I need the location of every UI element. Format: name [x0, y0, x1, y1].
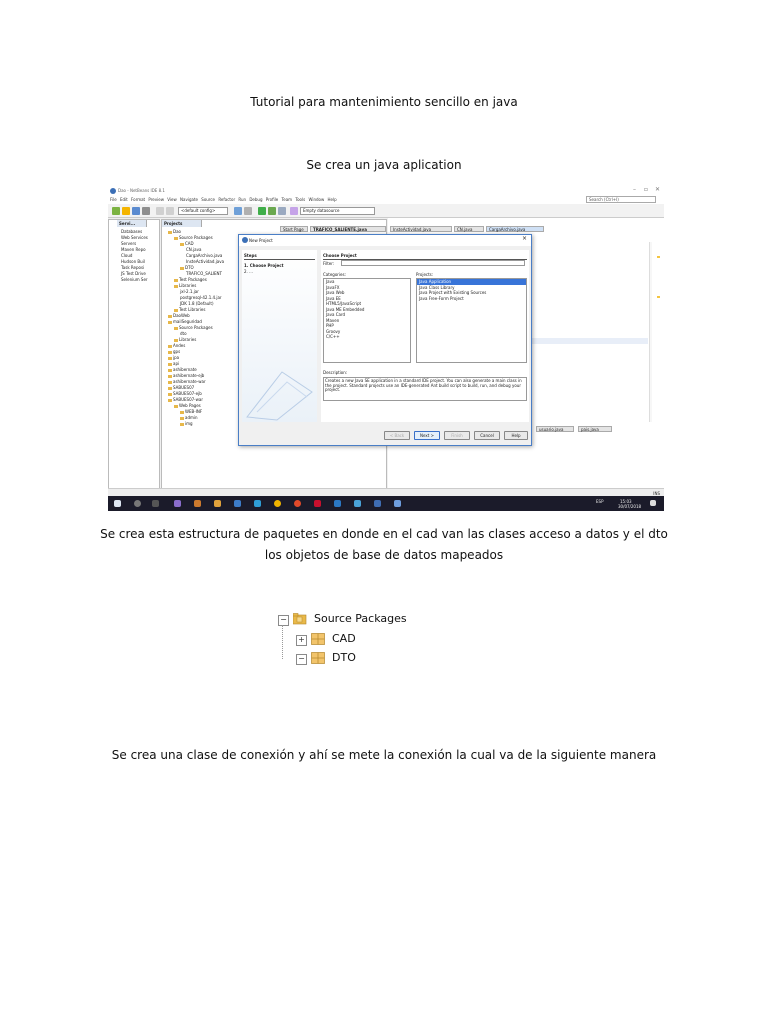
maximize-icon[interactable]: ▫	[643, 186, 648, 193]
tree-item[interactable]: ashibernate-ejb	[173, 373, 205, 378]
tree-item[interactable]: Task Reposi	[121, 265, 145, 270]
search-icon[interactable]	[134, 500, 141, 507]
tree-item[interactable]: img	[185, 421, 193, 426]
cancel-button[interactable]: Cancel	[474, 431, 500, 440]
dialog-title: New Project	[249, 238, 273, 243]
projects-list[interactable]	[416, 278, 527, 363]
list-item[interactable]: Java Free-Form Project	[419, 295, 464, 301]
tree-item[interactable]: JDK 1.8 (Default)	[180, 301, 214, 306]
open-project-icon[interactable]	[132, 207, 140, 215]
tree-item[interactable]: SABUES07-war	[173, 397, 203, 402]
tree-item[interactable]: Cloud	[121, 253, 133, 258]
notification-icon[interactable]	[650, 500, 656, 506]
insert-mode: INS	[653, 491, 660, 496]
menu-team[interactable]: Team	[281, 197, 293, 202]
list-item[interactable]: Java Card	[326, 312, 346, 317]
source-folder-icon	[293, 613, 307, 625]
datasource-icon	[290, 207, 298, 215]
menu-bar	[108, 195, 664, 204]
taskbar-app-icon[interactable]	[194, 500, 201, 507]
list-item[interactable]: HTML5/JavaScript	[326, 301, 362, 306]
window-title: Dao - NetBeans IDE 8.1	[118, 188, 165, 193]
paragraph-package-structure: Se crea esta estructura de paquetes en donde en el cad van las clases acceso a datos y el dto los objetos de base de datos mapeados	[100, 527, 668, 562]
save-all-icon[interactable]	[142, 207, 150, 215]
menu-navigate[interactable]: Navigate	[180, 197, 198, 202]
editor-scrollbar[interactable]	[649, 242, 652, 422]
task-view-icon[interactable]	[152, 500, 159, 507]
list-item[interactable]: Java Class Library	[419, 284, 455, 290]
tree-item[interactable]: CAD	[185, 241, 194, 246]
dialog-close-icon[interactable]: ×	[521, 235, 527, 242]
menu-source[interactable]: Source	[201, 197, 216, 202]
menu-refactor[interactable]: Refactor	[218, 197, 236, 202]
keyboard-language[interactable]: ESP	[596, 499, 604, 504]
new-project-icon[interactable]	[122, 207, 130, 215]
error-stripe-marker	[657, 256, 660, 258]
list-item[interactable]: JavaFX	[326, 284, 340, 290]
list-item[interactable]: Java Web	[326, 290, 345, 295]
editor-tab-carga-archivo[interactable]: CargaArchivo.java	[486, 226, 544, 232]
list-item[interactable]: C/C++	[326, 334, 340, 339]
tree-item[interactable]: Hudson Buil	[121, 259, 145, 264]
close-icon[interactable]: ✕	[654, 186, 660, 193]
description-label: Description:	[323, 370, 348, 375]
tray-date: 30/07/2018	[618, 504, 642, 509]
tab-projects[interactable]: Projects	[162, 220, 202, 227]
package-icon	[311, 652, 325, 664]
services-panel	[108, 219, 160, 494]
debug-icon[interactable]	[268, 207, 276, 215]
taskbar-app-icon[interactable]	[374, 500, 381, 507]
tree-item[interactable]: Dao	[173, 229, 181, 234]
netbeans-screenshot	[108, 186, 664, 511]
tree-item[interactable]: CN.java	[186, 247, 202, 252]
new-file-icon[interactable]	[112, 207, 120, 215]
steps-panel	[242, 250, 317, 422]
tree-item[interactable]: DaoWeb	[173, 313, 190, 318]
tree-item[interactable]: Libraries	[179, 337, 197, 342]
back-button[interactable]: < Back	[384, 431, 410, 440]
menu-window[interactable]: Window	[308, 197, 325, 202]
run-icon[interactable]	[258, 207, 266, 215]
source-packages-figure	[276, 610, 436, 670]
categories-label: Categories:	[323, 272, 346, 277]
list-item[interactable]: PHP	[326, 323, 334, 328]
tree-item[interactable]: Selenium Ser	[121, 277, 148, 282]
tree-item[interactable]: CargaArchivo.java	[186, 253, 223, 258]
editor-tab-trafico[interactable]: TRAFICO_SALIENTE.java	[310, 226, 386, 232]
editor-tab-cn[interactable]: CN.java	[454, 226, 484, 232]
profile-icon[interactable]	[278, 207, 286, 215]
search-input[interactable]: Search (Ctrl+I)	[586, 196, 656, 203]
next-button[interactable]: Next >	[414, 431, 440, 440]
start-icon[interactable]	[114, 500, 121, 507]
tree-item[interactable]: WEB-INF	[185, 409, 203, 414]
menu-profile[interactable]: Profile	[265, 197, 279, 202]
tree-guide-line	[282, 625, 284, 659]
netbeans-watermark	[242, 352, 317, 422]
tree-item[interactable]: api	[173, 361, 180, 366]
taskbar-app-icon[interactable]	[354, 500, 361, 507]
undo-icon[interactable]	[156, 207, 164, 215]
menu-debug[interactable]: Debug	[249, 197, 263, 202]
package-icon	[311, 633, 325, 645]
tree-item[interactable]: Web Pages	[179, 403, 201, 408]
tray-time: 15:03	[620, 499, 632, 504]
choose-project-panel	[321, 250, 529, 422]
tree-item[interactable]: gps	[173, 349, 181, 354]
document-title: Tutorial para mantenimiento sencillo en java	[250, 95, 518, 109]
config-select[interactable]: <default config>	[178, 207, 228, 215]
heading-java-application: Se crea un java aplication	[306, 158, 462, 172]
list-item[interactable]: Groovy	[326, 328, 341, 334]
tree-item[interactable]: Web Services	[121, 235, 148, 240]
datasource-select[interactable]: Empty datasource	[300, 207, 375, 215]
menu-file[interactable]: File	[110, 197, 117, 202]
tree-item[interactable]: SABUES07-ejb	[173, 391, 202, 396]
package-cad[interactable]: CAD	[332, 632, 356, 645]
menu-run[interactable]: Run	[238, 197, 247, 202]
new-project-dialog	[238, 234, 532, 446]
netbeans-icon	[110, 188, 116, 194]
description-text: Creates a new Java SE application in a standard IDE project. You can also generate a main class in the project. Standard projects use an IDE-generated Ant build script to build, run, and debug your project.	[323, 377, 527, 401]
minimize-icon[interactable]: –	[633, 186, 636, 193]
menu-format[interactable]: Format	[131, 197, 146, 202]
taskbar-app-icon[interactable]	[394, 500, 401, 507]
list-item[interactable]: Maven	[326, 317, 340, 323]
dialog-titlebar	[239, 235, 531, 246]
step-item: 2. ...	[244, 269, 253, 274]
source-packages-label: Source Packages	[314, 612, 407, 625]
steps-header: Steps	[244, 253, 315, 260]
netbeans-icon	[242, 237, 248, 243]
menu-edit[interactable]: Edit	[119, 197, 128, 202]
error-stripe-marker	[657, 296, 660, 298]
finish-button[interactable]: Finish	[444, 431, 470, 440]
taskbar-app-icon[interactable]	[294, 500, 301, 507]
tree-item[interactable]: Source Packages	[179, 325, 213, 330]
build-icon[interactable]	[234, 207, 242, 215]
filter-input[interactable]	[341, 260, 525, 266]
taskbar-app-icon[interactable]	[234, 500, 241, 507]
projects-label: Projects:	[416, 272, 434, 277]
tree-item[interactable]: Databases	[121, 229, 143, 234]
menu-help[interactable]: Help	[327, 197, 337, 202]
tree-item[interactable]: SABUES07	[173, 385, 195, 390]
choose-project-header: Choose Project	[323, 253, 527, 260]
expand-icon[interactable]: +	[296, 635, 307, 646]
tree-item[interactable]: Maven Repo	[121, 247, 146, 252]
step-item: 1. Choose Project	[244, 263, 284, 268]
tab-services[interactable]: Servi...	[117, 220, 147, 227]
tree-item[interactable]: dto	[180, 331, 187, 336]
tree-item[interactable]: admin	[185, 415, 198, 420]
redo-icon[interactable]	[166, 207, 174, 215]
list-item[interactable]: Java ME Embedded	[326, 306, 365, 312]
tree-item[interactable]: JS Test Drive	[121, 271, 146, 276]
collapse-icon[interactable]: −	[278, 615, 289, 626]
list-item-selected[interactable]: Java Application	[417, 279, 526, 285]
paragraph-connection-class: Se crea una clase de conexión y ahí se mete la conexión la cual va de la siguiente manera	[111, 748, 657, 762]
menu-view[interactable]: View	[167, 197, 177, 202]
filter-label: Filter:	[323, 261, 335, 266]
categories-list[interactable]	[323, 278, 411, 363]
help-button[interactable]: Help	[504, 431, 528, 440]
tree-item[interactable]: postgresql-42.1.4.jar	[180, 295, 222, 300]
tree-item[interactable]: Andes	[173, 343, 186, 348]
status-bar	[108, 488, 664, 496]
tree-item[interactable]: DTO	[185, 265, 194, 270]
tree-item[interactable]: Libraries	[179, 283, 197, 288]
editor-tab-usuario[interactable]: usuario.java	[536, 426, 574, 432]
editor-tab-start-page[interactable]: Start Page	[280, 226, 308, 232]
list-item[interactable]: Java EE	[326, 295, 341, 301]
tree-item[interactable]: Test Libraries	[179, 307, 206, 312]
list-item[interactable]: Java Project with Existing Sources	[419, 290, 487, 295]
tree-item[interactable]: Test Packages	[179, 277, 207, 282]
tree-item[interactable]: ashibernate	[173, 367, 197, 372]
taskbar-app-icon[interactable]	[214, 500, 221, 507]
tree-item[interactable]: TRAFICO_SALIENT	[186, 271, 222, 276]
taskbar-app-icon[interactable]	[334, 500, 341, 507]
taskbar-app-icon[interactable]	[314, 500, 321, 507]
toolbar	[108, 204, 664, 218]
window-titlebar	[108, 186, 664, 195]
taskbar-app-icon[interactable]	[174, 500, 181, 507]
taskbar-app-icon[interactable]	[254, 500, 261, 507]
clean-build-icon[interactable]	[244, 207, 252, 215]
tree-item[interactable]: jpa	[173, 355, 180, 360]
editor-tab-pais[interactable]: pais.java	[578, 426, 612, 432]
list-item[interactable]: Java	[326, 279, 335, 284]
tree-item[interactable]: ashibernate-war	[173, 379, 206, 384]
editor-tab-inste-actividad[interactable]: InsteActividad.java	[390, 226, 452, 232]
taskbar-app-icon[interactable]	[274, 500, 281, 507]
menu-tools[interactable]: Tools	[295, 197, 306, 202]
tree-item[interactable]: InsteActividad.java	[186, 259, 225, 264]
menu-preview[interactable]: Preview	[148, 197, 164, 202]
tree-item[interactable]: Source Packages	[179, 235, 213, 240]
package-dto[interactable]: DTO	[332, 651, 356, 664]
tree-item[interactable]: Servers	[121, 241, 137, 246]
tree-item[interactable]: jxl-2.1.jar	[180, 289, 199, 294]
windows-taskbar	[108, 496, 664, 511]
collapse-icon[interactable]: −	[296, 654, 307, 665]
tree-item[interactable]: mailSeguridad	[173, 319, 202, 324]
